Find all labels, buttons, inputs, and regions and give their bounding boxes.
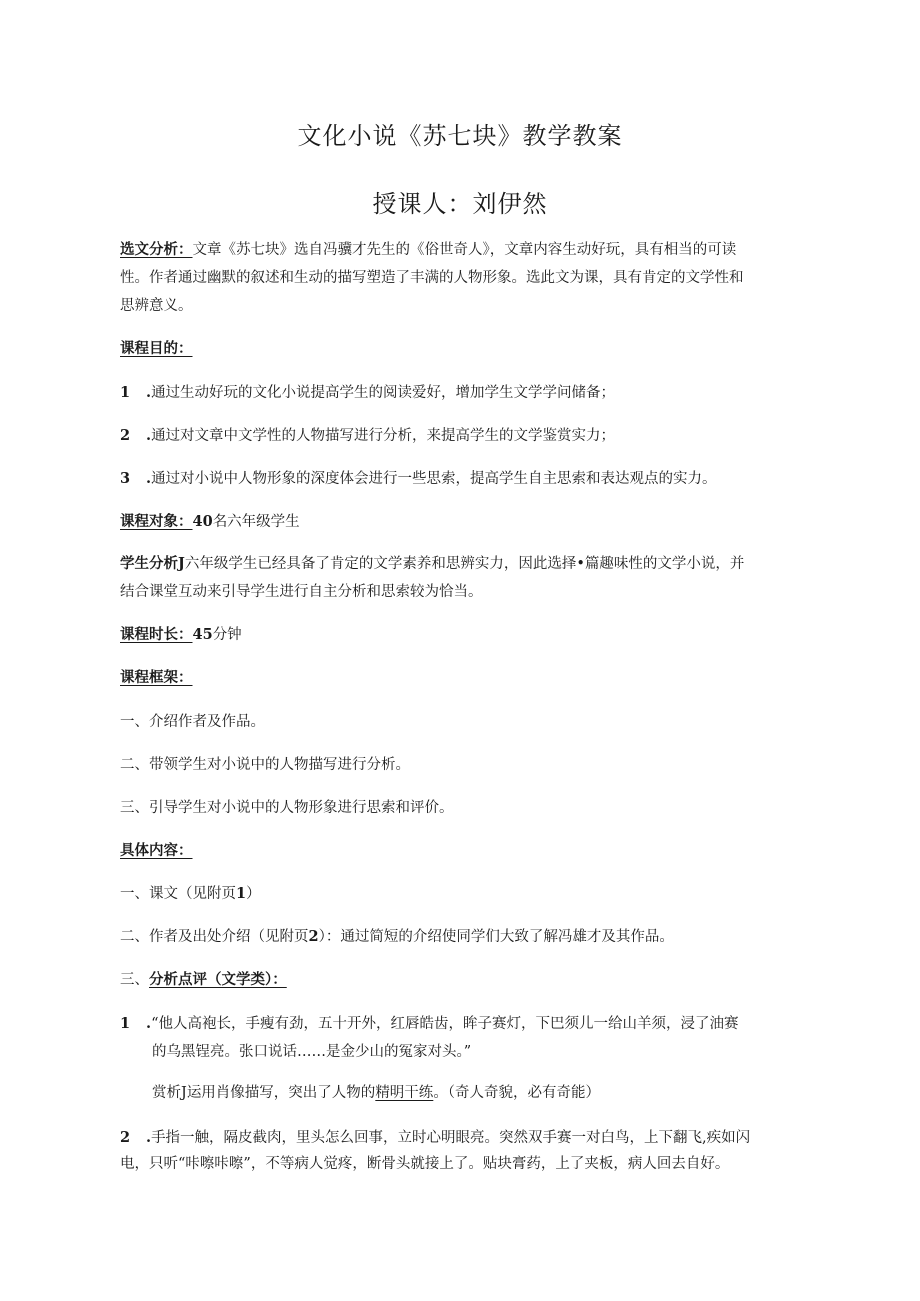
analysis-text-1: 文章《苏七块》选自冯骥才先生的《俗世奇人》，文章内容生动好玩，具有相当的可读	[192, 242, 737, 258]
goal-number: 2	[120, 427, 131, 444]
quote-dot: .	[146, 1129, 152, 1146]
goal-text: 通过对文章中文学性的人物描写进行分析，来提高学生的文学鉴赏实力；	[151, 428, 616, 444]
student-analysis-line-1	[120, 551, 800, 577]
analysis-text-2: 性。作者通过幽默的叙述和生动的描写塑造了丰满的人物形象。选此文为课，具有肯定的文学性和	[120, 270, 744, 286]
audience-label: 课程对象：	[120, 513, 193, 530]
content-heading	[120, 838, 800, 864]
audience-count: 40	[192, 513, 213, 530]
student-analysis-label: 学生分析J	[120, 555, 185, 572]
framework-label: 课程框架：	[120, 669, 193, 686]
duration-unit: 分钟	[212, 627, 242, 643]
goals-heading	[120, 336, 800, 362]
framework-item: 一、介绍作者及作品。	[120, 714, 265, 730]
analysis-paragraph-line-1	[120, 237, 800, 263]
goal-item	[120, 466, 800, 492]
content-item-2-text: 二、作者及出处介绍（见附页	[120, 929, 309, 945]
content-item-1-text: 一、课文（见附页	[120, 886, 236, 902]
goal-item	[120, 423, 800, 449]
quote-1-line-1	[120, 1011, 800, 1037]
quote-1-text-1: “他人高袍长，手瘦有劲，五十开外，红唇皓齿，眸子赛灯，下巴须儿一给山羊须，浸了油赛	[151, 1016, 739, 1032]
quote-2-line-1	[120, 1125, 800, 1151]
appendix-number: 2	[308, 928, 319, 945]
content-item-3	[120, 967, 800, 993]
framework-item: 二、带领学生对小说中的人物描写进行分析。	[120, 757, 410, 773]
quote-1-text-2: 的乌黑锃亮。张口说话……是金少山的冤家对头。”	[152, 1044, 472, 1060]
framework-item: 三、引导学生对小说中的人物形象进行思索和评价。	[120, 800, 454, 816]
framework-heading	[120, 665, 800, 691]
audience-line	[120, 509, 800, 535]
analysis-text-3: 思辨意义。	[120, 298, 193, 314]
content-item-1	[120, 881, 800, 907]
teacher-line: 授课人：刘伊然	[372, 190, 548, 218]
quote-dot: .	[146, 1015, 152, 1032]
content-label: 具体内容：	[120, 842, 193, 859]
student-analysis-text-2: 结合课堂互动来引导学生进行自主分析和思索较为恰当。	[120, 584, 483, 600]
duration-label: 课程时长：	[120, 626, 193, 643]
content-item-3-label: 分析点评（文学类）：	[149, 971, 287, 988]
quote-number: 2	[120, 1129, 131, 1146]
goal-dot: .	[146, 384, 152, 401]
goal-number: 3	[120, 470, 131, 487]
goal-text: 通过对小说中人物形象的深度体会进行一些思索，提高学生自主思索和表达观点的实力。	[151, 471, 717, 487]
document-title: 文化小说《苏七块》教学教案	[297, 122, 623, 150]
quote-1-comment	[152, 1080, 832, 1106]
content-item-1-close: ）	[246, 886, 261, 902]
goal-item	[120, 380, 800, 406]
goals-label: 课程目的：	[120, 340, 193, 357]
student-analysis-text-1: 六年级学生已经具备了肯定的文学素养和思辨实力，因此选择•篇趣味性的文学小说，并	[184, 556, 745, 572]
appendix-number: 1	[236, 885, 247, 902]
quote-2-text-2: 电，只听“咔嚓咔嚓”，不等病人觉疼，断骨头就接上了。贴块膏药，上了夹板，病人回去自好。	[120, 1156, 730, 1172]
goal-dot: .	[146, 470, 152, 487]
goal-dot: .	[146, 427, 152, 444]
duration-value: 45	[192, 626, 213, 643]
audience-text: 名六年级学生	[212, 514, 300, 530]
content-item-2-rest: ）：通过简短的介绍使同学们大致了解冯雄才及其作品。	[318, 929, 674, 945]
comment-keyword: 精明干练	[375, 1085, 434, 1101]
quote-2-text-1: 手指一触，隔皮截肉，里头怎么回事，立时心明眼亮。突然双手赛一对白鸟，上下翻飞,疾如闪	[151, 1130, 751, 1146]
analysis-label: 选文分析：	[120, 241, 193, 258]
comment-note: 。（奇人奇貌，必有奇能）	[433, 1085, 601, 1101]
goal-text: 通过生动好玩的文化小说提高学生的阅读爱好，增加学生文学学问储备；	[151, 385, 616, 401]
goal-number: 1	[120, 384, 131, 401]
comment-text: 赏析J运用肖像描写，突出了人物的	[152, 1085, 376, 1101]
duration-line	[120, 622, 800, 648]
content-item-2	[120, 924, 800, 950]
quote-number: 1	[120, 1015, 131, 1032]
content-item-3-prefix: 三、	[120, 972, 149, 988]
